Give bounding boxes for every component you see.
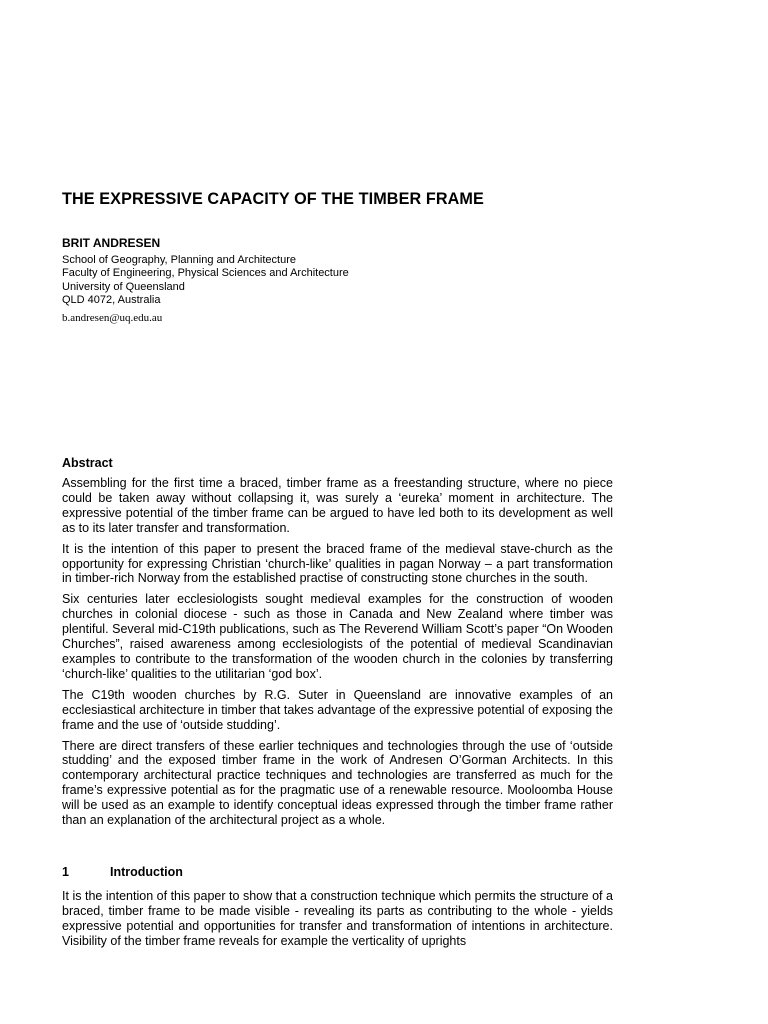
affiliation-line: Faculty of Engineering, Physical Sciences and Architecture [62, 267, 349, 280]
abstract-paragraph: There are direct transfers of these earlier techniques and technologies through the use of ‘outside studding’ and the exposed timber frame in the work of Andresen O’Gorman Architects. In this contemporary architectural practice techniques and technologies are transferred as much for the frame’s expressive potential as for the pragmatic use of a renewable resource. Mooloomba House will be used as an example to identify conceptual ideas expressed through the timber frame rather than an explanation of the architectural project as a whole. [62, 738, 613, 828]
introduction-body [62, 889, 613, 955]
paper-title: THE EXPRESSIVE CAPACITY OF THE TIMBER FRAME [62, 190, 484, 208]
affiliation-line: QLD 4072, Australia [62, 293, 161, 306]
abstract-paragraph: It is the intention of this paper to present the braced frame of the medieval stave-church as the opportunity for expressing Christian ‘church-like’ qualities in pagan Norway – a part transformation in timber-rich Norway from the established practise of constructing stone churches in the south. [62, 541, 613, 586]
author-email[interactable]: b.andresen@uq.edu.au [62, 312, 163, 324]
abstract-body [62, 476, 613, 834]
introduction-heading [62, 865, 183, 879]
abstract-paragraph: Six centuries later ecclesiologists sought medieval examples for the construction of wooden churches in colonial diocese - such as those in Canada and New Zealand where timber was plentiful. Several mid-C19th publications, such as The Reverend William Scott’s paper “On Wooden Churches”, raised awareness among ecclesiologists of the potential of medieval Scandinavian examples to contribute to the transformation of the wooden church in the colonies by transferring ‘church-like’ qualities to the utilitarian ‘god box’. [62, 592, 613, 681]
introduction-paragraph: It is the intention of this paper to show that a construction technique which permits the structure of a braced, timber frame to be made visible - revealing its parts as contributing to the whole - yields expressive potential and opportunities for transfer and transformation of intentions in architecture. Visibility of the timber frame reveals for example the verticality of uprights [62, 889, 613, 948]
author-name: BRIT ANDRESEN [62, 236, 161, 250]
author-affiliation [62, 254, 349, 307]
abstract-paragraph: Assembling for the first time a braced, timber frame as a freestanding structure, where no piece could be taken away without collapsing it, was surely a ‘eureka’ moment in architecture. The expressive potential of the timber frame can be argued to have led both to its development as well as to its later transfer and transformation. [62, 476, 613, 535]
abstract-heading: Abstract [62, 456, 113, 470]
section-title: Introduction [110, 865, 183, 879]
affiliation-line: School of Geography, Planning and Architecture [62, 254, 297, 266]
affiliation-line: University of Queensland [62, 280, 185, 293]
abstract-paragraph: The C19th wooden churches by R.G. Suter in Queensland are innovative examples of an ecclesiastical architecture in timber that takes advantage of the expressive potential of exposing the frame and the use of ‘outside studding’. [62, 687, 613, 732]
section-number: 1 [62, 865, 69, 879]
